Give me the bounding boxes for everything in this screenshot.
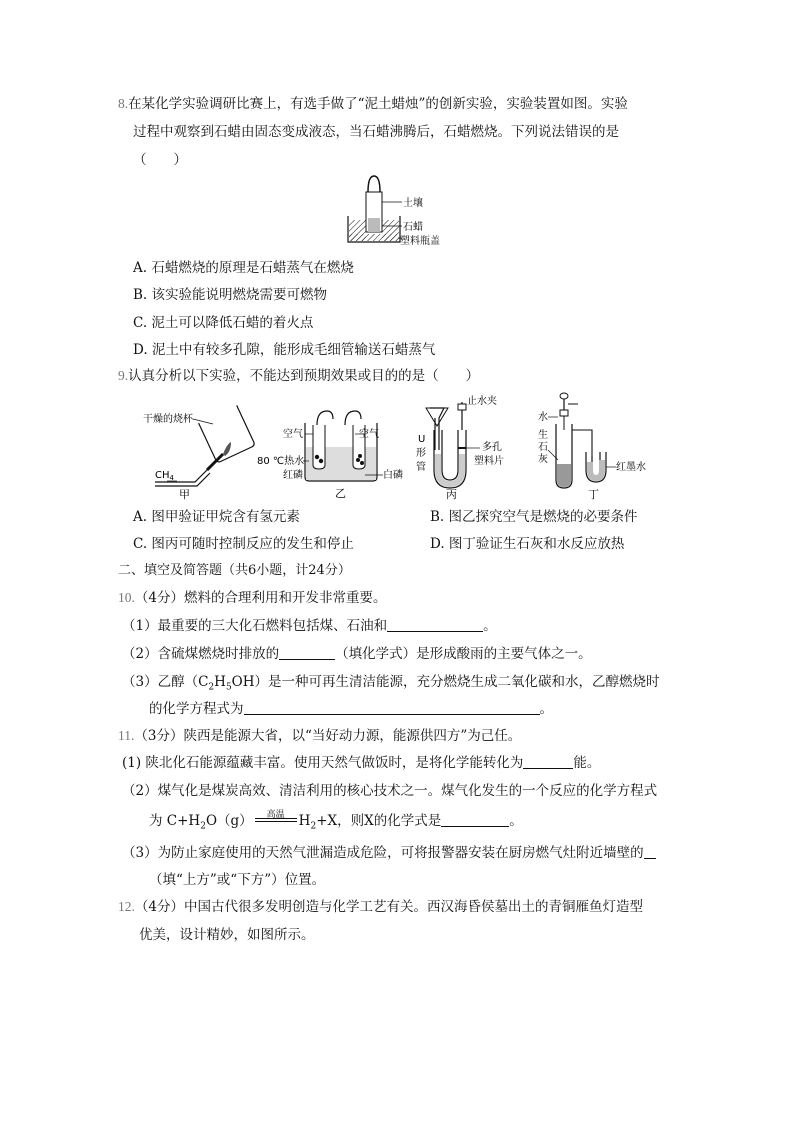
figure-jia <box>135 392 255 500</box>
figure-yi <box>255 405 403 500</box>
label-soil: 土壤 <box>403 198 423 209</box>
yi-air-right: 空气 <box>359 429 379 440</box>
figure-bing <box>412 392 532 500</box>
q9-option-c: C. 图丙可随时控制反应的发生和停止 <box>133 536 354 552</box>
yi-red-phosphorus: 红磷 <box>283 470 303 481</box>
ding-caption: 丁 <box>588 488 599 501</box>
bing-plastic-sheet-label: 塑料片 <box>474 456 504 467</box>
q8-option-d: D. 泥土中有较多孔隙，能形成毛细管输送石蜡蒸气 <box>133 342 436 358</box>
q10-part3-end: 。 <box>539 701 553 717</box>
q12-line1 <box>118 897 643 917</box>
yi-white-phosphorus: 白磷 <box>383 470 403 481</box>
bing-caption: 丙 <box>446 488 457 501</box>
q11-text: （3分）陕西是能源大省，以“当好动力源，能源供四方”为己任。 <box>134 728 522 744</box>
q11-blank-1[interactable] <box>523 754 573 769</box>
jia-gas-label: $CH_4$ <box>155 470 174 482</box>
section-2-heading: 二、填空及简答题（共6小题，计24分） <box>118 563 351 578</box>
q11-eq-end: 。 <box>509 813 523 829</box>
q8-text-line2: 过程中观察到石蜡由固态变成液态，当石蜡沸腾后，石蜡燃烧。下列说法错误的是 <box>133 124 619 140</box>
high-temp-label: 高温 <box>266 810 285 820</box>
q10-part2-text-a: （2）含硫煤燃烧时排放的 <box>122 646 280 662</box>
q8-number: 8. <box>118 96 129 111</box>
q11-part2-equation <box>149 811 523 837</box>
q10-number: 10. <box>118 590 135 605</box>
jia-caption: 甲 <box>179 488 190 501</box>
q10-part3-text-c: OH）是一种可再生清洁能源，充分燃烧生成二氧化碳和水，乙醇燃烧时 <box>231 674 660 690</box>
q11-part3-cont: （填“上方”或“下方”）位置。 <box>149 872 326 888</box>
q9-number: 9. <box>118 368 129 383</box>
q10-part3-cont <box>149 699 553 719</box>
ding-lime-label-3: 灰 <box>538 454 548 465</box>
q10-part3-text-d: 的化学方程式为 <box>149 701 244 717</box>
q9-line <box>118 366 479 386</box>
bing-porous-label: 多孔 <box>482 442 502 453</box>
q11-part3-text: （3）为防止家庭使用的天然气泄漏造成危险，可将报警器安装在厨房燃气灶附近墙壁的 <box>122 845 644 861</box>
ding-lime-label-1: 生 <box>538 430 548 441</box>
q11-part2: （2）煤气化是煤炭高效、清洁利用的核心技术之一。煤气化发生的一个反应的化学方程式 <box>122 783 658 799</box>
q8-line1 <box>118 94 628 114</box>
q10-part1 <box>122 616 497 636</box>
bing-clamp-label: 止水夹 <box>467 396 497 407</box>
q11-eq-a: 为 C+H <box>149 813 201 829</box>
q10-blank-1[interactable] <box>387 617 483 632</box>
q10-text: （4分）燃料的合理利用和开发非常重要。 <box>134 590 387 606</box>
q10-blank-2[interactable] <box>279 645 335 660</box>
q12-text-line1: （4分）中国古代很多发明创造与化学工艺有关。西汉海昏侯墓出土的青铜雁鱼灯造型 <box>134 899 643 915</box>
bing-tube-label: 管 <box>416 462 426 473</box>
ding-lime-label-2: 石 <box>538 442 548 453</box>
bing-shape-label: 形 <box>416 448 426 459</box>
q10-part3-text-a: （3）乙醇（C <box>122 674 209 690</box>
q8-answer-paren: （ ） <box>133 152 187 168</box>
q10-sub-2: 5 <box>225 682 232 693</box>
mud-candle-figure <box>340 172 460 254</box>
q11-eq-d: +X，则X的化学式是 <box>316 813 442 829</box>
ding-red-ink-label: 红墨水 <box>616 462 646 473</box>
q8-option-b: B. 该实验能说明燃烧需要可燃物 <box>133 287 328 303</box>
q12-text-line2: 优美，设计精妙，如图所示。 <box>139 927 315 943</box>
figure-ding <box>530 390 670 500</box>
q9-option-b: B. 图乙探究空气是燃烧的必要条件 <box>430 509 638 525</box>
q11-blank-2[interactable] <box>441 812 509 827</box>
q8-text-line1: 在某化学实验调研比赛上，有选手做了“泥土蜡烛”的创新实验，实验装置如图。实验 <box>128 96 628 112</box>
q12-number: 12. <box>118 899 135 914</box>
q11-line <box>118 726 521 746</box>
q11-number: 11. <box>118 728 135 743</box>
yi-air-left: 空气 <box>283 429 303 440</box>
ding-water-label: 水 <box>538 412 548 423</box>
q11-eq-sub-2: 2 <box>310 821 317 832</box>
bing-u-label: U <box>418 434 426 445</box>
q11-eq-sub-1: 2 <box>200 821 206 832</box>
q11-blank-3[interactable] <box>644 844 656 859</box>
q9-option-d: D. 图丁验证生石灰和水反应放热 <box>430 536 625 552</box>
q10-part3 <box>122 672 660 698</box>
q9-text: 认真分析以下实验，不能达到预期效果或目的的是（ ） <box>128 368 480 384</box>
q10-sub-1: 2 <box>208 682 215 693</box>
q10-line <box>118 588 386 608</box>
q8-option-a: A. 石蜡燃烧的原理是石蜡蒸气在燃烧 <box>133 260 354 276</box>
high-temp-arrow <box>253 811 299 827</box>
q11-eq-c: H <box>298 813 311 829</box>
q9-option-a: A. 图甲验证甲烷含有氢元素 <box>133 509 300 525</box>
q10-part2 <box>122 644 592 664</box>
q11-eq-b: O（g） <box>205 813 253 829</box>
q10-blank-3[interactable] <box>244 700 540 715</box>
label-wax: 石蜡 <box>403 222 423 233</box>
q11-part1 <box>122 753 600 773</box>
q10-part1-text: （1）最重要的三大化石燃料包括煤、石油和 <box>122 618 388 634</box>
label-bottle-cap: 塑料瓶盖 <box>400 236 440 247</box>
yi-caption: 乙 <box>335 487 346 500</box>
q10-part3-text-b: H <box>214 674 226 690</box>
yi-hot-water: 80 ℃热水 <box>257 456 305 467</box>
q8-option-c: C. 泥土可以降低石蜡的着火点 <box>133 315 314 331</box>
q11-part1-end: 能。 <box>573 755 601 771</box>
q11-part1-text: (1) 陕北化石能源蕴藏丰富。使用天然气做饭时，是将化学能转化为 <box>122 755 524 771</box>
q10-part1-end: 。 <box>483 618 497 634</box>
q11-part3 <box>122 843 656 863</box>
jia-cup-label: 干燥的烧杯 <box>143 414 193 425</box>
q10-part2-text-b: （填化学式）是形成酸雨的主要气体之一。 <box>335 646 592 662</box>
